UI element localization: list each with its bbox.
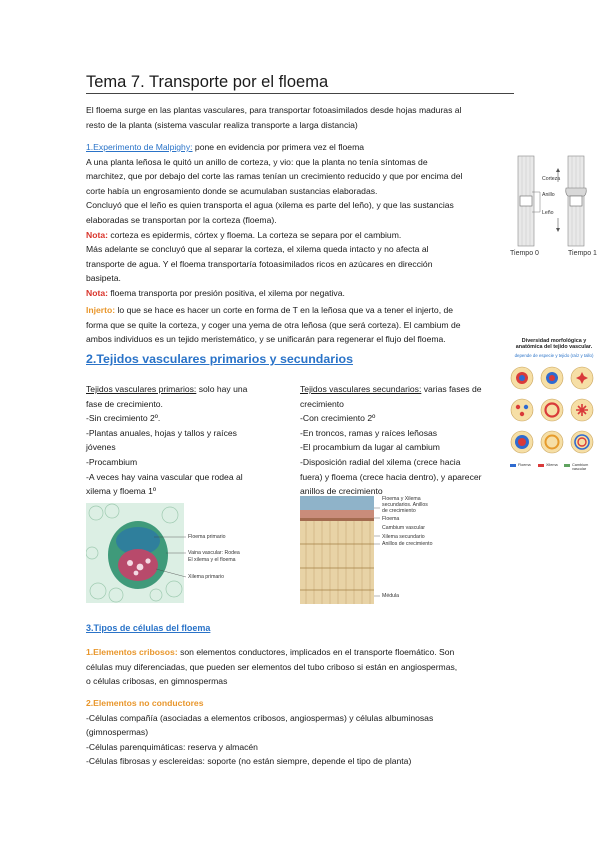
noconductores-line: -Células parenquimáticas: reserva y almacén	[86, 741, 258, 752]
secondary-line: anillos de crecimiento	[300, 486, 383, 497]
secondary-line: crecimiento	[300, 398, 344, 409]
figure-annotation: Anillo	[542, 192, 555, 198]
malpighy-heading-rest: pone en evidencia por primera vez el floema	[192, 142, 365, 152]
noconductores-paragraph	[86, 696, 516, 769]
secondary-tissue-figure	[300, 496, 500, 604]
legend-label: Xilema	[546, 463, 558, 467]
noconductores-line: -Células compañía (asociadas a elementos cribosos, angiospermas) y células albuminosas	[86, 712, 434, 723]
cribosos-text: son elementos conductores, implicados en el transporte floemático. Son	[177, 647, 455, 657]
cribosos-line: células muy diferenciadas, que pueden ser elementos del tubo criboso si están en angiospermas,	[86, 661, 458, 672]
legend-label: Cambium vascular	[572, 463, 589, 471]
figure-annotation: Médula	[382, 593, 400, 599]
malpighy-line: A una planta leñosa le quitó un anillo de corteza, y vio: que la planta no tenía síntomas de	[86, 156, 428, 167]
malpighy-heading-line	[86, 140, 516, 155]
primary-tissue-figure	[86, 503, 286, 603]
secondary-line: -El procambium da lugar al cambium	[300, 442, 440, 453]
legend-swatch-cambium	[564, 464, 570, 467]
primary-line: -A veces hay vaina vascular que rodea al	[86, 471, 243, 482]
primary-line: -Procambium	[86, 456, 138, 467]
vascular-pattern	[541, 431, 563, 453]
secondary-heading-line	[300, 382, 510, 397]
girdling-illustration	[502, 152, 600, 262]
vascular-diagram-grid	[502, 362, 600, 472]
secondary-heading-rest: varias fases de	[421, 384, 482, 394]
primary-line: fase de crecimiento.	[86, 398, 163, 409]
diversity-title: Diversidad morfológica y anatómica del tejido vascular.	[515, 338, 593, 351]
figure-annotation: Floema y Xilema	[382, 496, 421, 502]
malpighy-line: corte había un engrosamiento donde se acumulaban sustancias elaboradas.	[86, 185, 378, 196]
legend-swatch-xylem	[538, 464, 544, 467]
figure-annotation: Vaina vascular: Rodea	[188, 550, 240, 556]
note-label: Nota:	[86, 287, 108, 298]
noconductores-label: 2.Elementos no conductores	[86, 698, 204, 708]
primary-line: -Plantas anuales, hojas y tallos y raíces	[86, 427, 237, 438]
vascular-pattern	[511, 367, 533, 389]
malpighy-line: elaboradas se transportan por la corteza (floema).	[86, 214, 277, 225]
legend-swatch-phloem	[510, 464, 516, 467]
cribosos-label: 1.Elementos cribosos:	[86, 647, 178, 657]
figure-annotation: Cambium vascular	[382, 525, 425, 531]
primary-heading-rest: solo hay una	[196, 384, 248, 394]
note-text: floema transporta por presión positiva, el xilema por negativa.	[107, 287, 345, 298]
injerto-line: ambos individuos es un tejido meristemático, y se unificarán para regenerar el flujo del floema.	[86, 334, 446, 345]
secondary-tissues-column	[300, 382, 510, 499]
noconductores-line: (gimnospermas)	[86, 727, 149, 738]
section2-heading: 2.Tejidos vasculares primarios y secundarios	[86, 352, 353, 366]
injerto-line: forma que se quite la corteza, y coger una yema de otra leñosa (que será corteza). El cambium de	[86, 319, 461, 330]
legend-label: Floema	[518, 463, 531, 467]
figure-annotation: Xilema secundario	[382, 534, 425, 540]
figure-annotation: secundarios. Anillos	[382, 502, 428, 508]
primary-line: jóvenes	[86, 442, 116, 453]
primary-heading-line	[86, 382, 286, 397]
figure-annotation: de crecimiento	[382, 508, 416, 514]
injerto-line	[86, 303, 516, 318]
vascular-pattern	[541, 367, 563, 389]
vascular-pattern	[571, 399, 593, 421]
primary-line: -Sin crecimiento 2º.	[86, 413, 161, 424]
secondary-line: -En troncos, ramas y raíces leñosas	[300, 427, 438, 438]
malpighy-line: marchitez, que por debajo del corte las ramas tenían un crecimiento reducido y que por encima del	[86, 171, 463, 182]
cribosos-paragraph	[86, 645, 516, 689]
malpighy-line: Concluyó que el leño es quien transporta el agua (xilema es parte del leño), y que las sustancias	[86, 200, 454, 211]
primary-tissue-micrograph	[86, 503, 286, 603]
diversity-subtitle: depende de especie y tejido (raíz y tallo)	[514, 353, 594, 358]
page-title: Tema 7. Transporte por el floema	[86, 73, 329, 91]
figure-caption-right: Tiempo 1	[568, 250, 597, 257]
secondary-line: -Disposición radial del xilema (crece hacia	[300, 456, 461, 467]
note-label: Nota:	[86, 229, 108, 240]
primary-tissues-column	[86, 382, 286, 499]
figure-annotation: Corteza	[542, 176, 561, 182]
vascular-pattern	[571, 367, 593, 389]
vascular-pattern	[571, 431, 593, 453]
malpighy-line: transporte de agua. Y el floema transportaría fotoasimilados ricos en azúcares en dirección	[86, 258, 433, 269]
figure-annotation: Xilema primario	[188, 574, 225, 580]
noconductores-line: -Células fibrosas y esclereidas: soporte (no están siempre, depende el tipo de planta)	[86, 756, 412, 767]
intro-paragraph	[86, 103, 516, 132]
vascular-pattern	[511, 431, 533, 453]
intro-line: El floema surge en las plantas vasculares, para transportar fotoasimilados desde hojas maduras al	[86, 105, 462, 115]
injerto-text: lo que se hace es hacer un corte en forma de T en la leñosa que va a tener el injerto, de	[115, 305, 454, 315]
secondary-line: -Con crecimiento 2º	[300, 413, 376, 424]
cribosos-line	[86, 645, 516, 660]
figure-caption-left: Tiempo 0	[510, 250, 539, 257]
cribosos-line: o células cribosas, en gimnospermas	[86, 676, 228, 687]
injerto-section	[86, 303, 516, 347]
figure-annotation: Floema primario	[188, 534, 226, 540]
title-underline	[86, 93, 514, 94]
figure-annotation: Floema	[382, 516, 400, 522]
vascular-pattern	[511, 399, 533, 421]
secondary-heading: Tejidos vasculares secundarios:	[300, 384, 422, 394]
malpighy-line: basipeta.	[86, 273, 121, 284]
figure-annotation: El xilema y el floema	[188, 557, 236, 563]
figure-annotation: Anillos de crecimiento	[382, 541, 433, 547]
malpighy-line: Más adelante se concluyó que al separar la corteza, el xilema queda intacto y no afecta al	[86, 244, 429, 255]
note-text: corteza es epidermis, córtex y floema. La corteza se separa por el cambium.	[107, 229, 402, 240]
secondary-line: fuera) y floema (crece hacia dentro), y aparecer	[300, 471, 482, 482]
vascular-pattern	[541, 399, 563, 421]
primary-line: xilema y floema 1º	[86, 486, 157, 497]
section3-heading: 3.Tipos de células del floema	[86, 623, 211, 633]
primary-heading: Tejidos vasculares primarios:	[86, 384, 197, 394]
intro-line: resto de la planta (sistema vascular realiza transporte a larga distancia)	[86, 119, 358, 130]
malpighy-figure	[502, 152, 600, 262]
malpighy-heading: 1.Experimento de Malpighy:	[86, 142, 193, 152]
diversity-figure	[502, 338, 600, 488]
figure-annotation: Leño	[542, 210, 554, 216]
injerto-label: Injerto:	[86, 305, 116, 315]
note-line	[86, 286, 516, 301]
malpighy-section	[86, 140, 516, 301]
note-line	[86, 228, 516, 243]
